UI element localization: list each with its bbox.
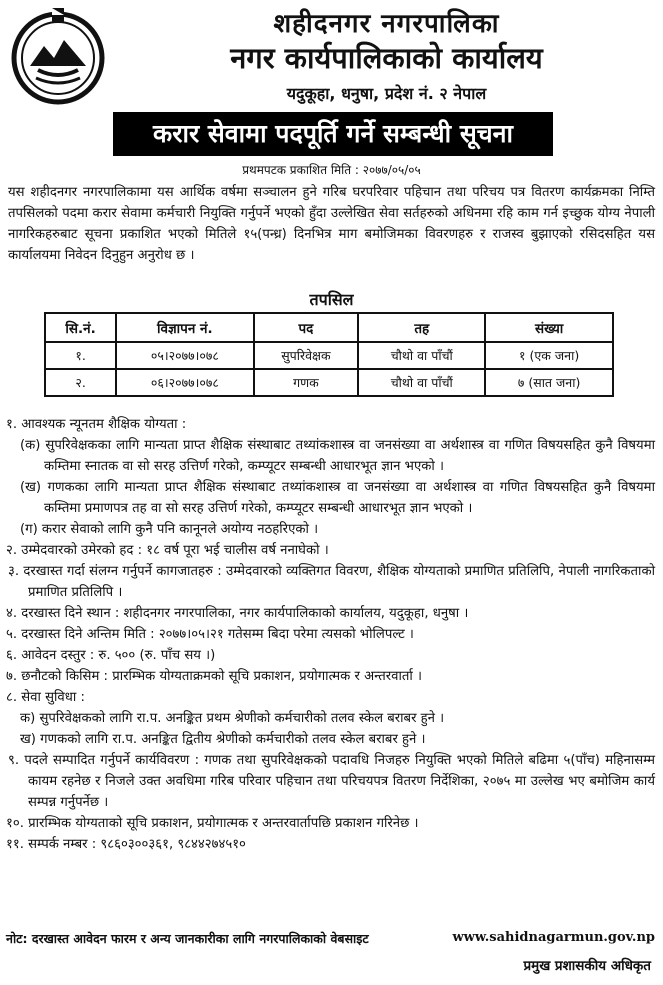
req-8a: क) सुपरिवेक्षकको लागि रा.प. अनङ्कित प्रथम श्रेणीको कर्मचारीको तलव स्केल बराबर हुने । [20,711,445,726]
req-1: १. आवश्यक न्यूनतम शैक्षिक योग्यता : [6,417,187,432]
table-header-row [45,313,613,342]
notice-title: करार सेवामा पदपूर्ति गर्ने सम्बन्धी सूचना [113,112,553,156]
col-header-ad-no: विज्ञापन नं. [116,313,253,342]
col-header-count: संख्या [485,313,613,342]
table-row [45,369,613,396]
office-name: नगर कार्यपालिकाको कार्यालय [230,41,543,75]
req-8: ८. सेवा सुविधा : [6,690,85,705]
intro-paragraph: यस शहीदनगर नगरपालिकामा यस आर्थिक वर्षमा सञ्चालन हुने गरिब घरपरिवार पहिचान तथा परिचय पत्र वितरण कार्यक्रमका निम्ति तपसिलको पदमा करार सेवामा कर्मचारी नियुक्ति गर्नुपर्ने भएको हुँदा उल्लेखित सेवा सर्तहरुको अधिनमा रहि काम गर्न इच्छुक योग्य नेपाली नागरिकहरुबाट सूचना प्रकाशित भएको मितिले १५(पन्ध्र) दिनभित्र माग बमोजिमका विवरणहरु र राजस्व बुझाएको रसिदसहित यस कार्यालयमा निवेदन दिनुहुन अनुरोध छ । [8,185,655,263]
req-8b: ख) गणकको लागि रा.प. अनङ्कित द्वितीय श्रेणीको कर्मचारीको तलव स्केल बराबर हुने । [20,732,426,747]
req-5: ५. दरखास्त दिने अन्तिम मिति : २०७७।०५।२१ गतेसम्म बिदा परेमा त्यसको भोलिपल्ट । [6,627,414,642]
col-header-post: पद [254,313,359,342]
office-address: यदुकूहा, धनुषा, प्रदेश नं. २ नेपाल [286,84,487,103]
published-date: प्रथमपटक प्रकाशित मिति : २०७७/०५/०५ [242,163,421,177]
requirements-list [6,414,655,855]
col-header-level: तह [358,313,485,342]
req-6: ६. आवेदन दस्तुर : रु. ५०० (रु. पाँच सय ।) [6,648,216,663]
req-4: ४. दरखास्त दिने स्थान : शहीदनगर नगरपालिका, नगर कार्यपालिकाको कार्यालय, यदुकूहा, धनुषा । [6,606,469,621]
posts-table [44,312,614,397]
website-link[interactable]: www.sahidnagarmun.gov.np [452,930,655,945]
req-1a: (क) सुपरिवेक्षकका लागि मान्यता प्राप्त शैक्षिक संस्थाबाट तथ्यांकशास्त्र वा जनसंख्या वा अर्थशास्त्र वा गणित विषयसहित कुनै विषयमा कम्तिमा स्नातक वा सो सरह उत्तिर्ण गरेको, कम्प्यूटर सम्बन्धी आधारभूत ज्ञान भएको । [20,438,655,474]
req-3: ३. दरखास्त गर्दा संलग्न गर्नुपर्ने कागजातहरु : उम्मेदवारको व्यक्तिगत विवरण, शैक्षिक योग्यताको प्रमाणित प्रतिलिपि, नेपाली नागरिकताको प्रमाणित प्रतिलिपि । [8,564,655,600]
cell-sn: १. [45,342,116,369]
note-text: नोट: दरखास्त आवेदन फारम र अन्य जानकारीका लागि नगरपालिकाको वेबसाइट [6,931,369,946]
col-header-sn: सि.नं. [45,313,116,342]
req-2: २. उम्मेदवारको उमेरको हद : १८ वर्ष पूरा भई चालीस वर्ष ननाघेको । [6,543,329,558]
req-7: ७. छनौटको किसिम : प्रारम्भिक योग्यताक्रमको सूचि प्रकाशन, प्रयोगात्मक र अन्तरवार्ता । [6,669,422,684]
req-1b: (ख) गणकका लागि मान्यता प्राप्त शैक्षिक संस्थाबाट तथ्यांकशास्त्र वा जनसंख्या वा अर्थशास्त्र वा गणित विषयसहित कुनै विषयमा कम्तिमा प्रमाणपत्र तह वा सो सरह उत्तिर्ण गरेको, कम्प्यूटर सम्बन्धी आधारभूत ज्ञान भएको । [20,480,655,516]
req-1c: (ग) करार सेवाको लागि कुनै पनि कानूनले अयोग्य नठहरिएको । [20,522,319,537]
cell-ad-no: ०५।२०७७।०७८ [116,342,253,369]
req-9: ९. पदले सम्पादित गर्नुपर्ने कार्यविवरण : गणक तथा सुपरिवेक्षकको पदावधि निजहरु नियुक्ति भएको मितिले बढिमा ५(पाँच) महिनासम्म कायम रहनेछ र निजले उक्त अवधिमा गरिब परिवार पहिचान तथा परिचयपत्र वितरण निर्देशिका, २०७५ मा उल्लेख भए बमोजिम कार्य सम्पन्न गर्नुपर्नेछ । [8,753,655,810]
cell-sn: २. [45,369,116,396]
table-row [45,342,613,369]
cell-count: ७ (सात जना) [485,369,613,396]
cell-level: चौथो वा पाँचौं [358,342,485,369]
schedule-heading: तपसिल [309,290,354,309]
req-11: ११. सम्पर्क नम्बर : ९८६०३००३६१, ९८४४२७४५१० [6,837,246,852]
cell-post: सुपरिवेक्षक [254,342,359,369]
cell-count: १ (एक जना) [485,342,613,369]
header [0,0,663,112]
signoff: प्रमुख प्रशासकीय अधिकृत [523,958,651,974]
nepal-emblem-icon [8,6,108,106]
req-10: १०. प्रारम्भिक योग्यताको सूचि प्रकाशन, प्रयोगात्मक र अन्तरवार्तापछि प्रकाशन गरिनेछ । [6,816,419,831]
cell-post: गणक [254,369,359,396]
footer-note [6,930,655,947]
cell-level: चौथो वा पाँचौं [358,369,485,396]
municipality-name: शहीदनगर नगरपालिका [273,9,500,39]
cell-ad-no: ०६।२०७७।०७८ [116,369,253,396]
